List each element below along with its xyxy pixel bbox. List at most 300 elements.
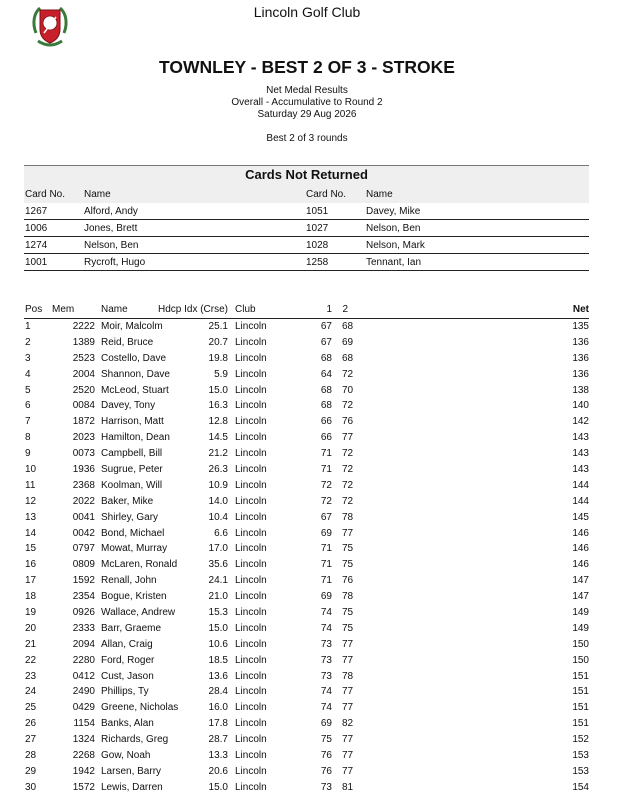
handicap-index: 21.2 bbox=[208, 448, 228, 460]
net-score: 143 bbox=[572, 448, 589, 460]
net-score: 138 bbox=[572, 384, 589, 396]
club-name: Lincoln bbox=[235, 765, 267, 777]
round-2-score: 77 bbox=[342, 734, 354, 746]
member-number: 1592 bbox=[72, 575, 95, 587]
round-2-score: 82 bbox=[342, 718, 354, 730]
club-name: Lincoln bbox=[235, 575, 267, 587]
player-name: Davey, Mike bbox=[366, 206, 421, 217]
table-row bbox=[24, 700, 589, 716]
position: 18 bbox=[25, 591, 37, 603]
cards-not-returned-row bbox=[24, 254, 589, 271]
player-name: Mowat, Murray bbox=[101, 543, 168, 555]
handicap-index: 20.7 bbox=[208, 336, 228, 348]
member-number: 0042 bbox=[72, 527, 95, 539]
table-row bbox=[24, 526, 589, 542]
net-score: 150 bbox=[572, 654, 589, 666]
handicap-index: 14.0 bbox=[208, 495, 228, 507]
handicap-index: 19.8 bbox=[208, 352, 228, 364]
member-number: 0797 bbox=[72, 543, 95, 555]
player-name: Ford, Roger bbox=[101, 654, 155, 666]
card-number: 1006 bbox=[25, 223, 48, 234]
club-name: Lincoln bbox=[235, 559, 267, 571]
round-2-score: 75 bbox=[342, 559, 354, 571]
member-number: 2354 bbox=[72, 591, 95, 603]
player-name: Barr, Graeme bbox=[101, 622, 162, 634]
player-name: Shannon, Dave bbox=[101, 368, 170, 380]
handicap-index: 6.6 bbox=[214, 527, 228, 539]
round-2-score: 72 bbox=[342, 368, 354, 380]
col-round-1: 1 bbox=[326, 304, 332, 315]
round-2-score: 68 bbox=[342, 321, 354, 332]
member-number: 2490 bbox=[72, 686, 95, 698]
position: 7 bbox=[25, 416, 31, 428]
round-2-score: 72 bbox=[342, 400, 354, 412]
club-name: Lincoln bbox=[235, 495, 267, 507]
player-name: Cust, Jason bbox=[101, 670, 154, 682]
net-score: 146 bbox=[572, 527, 589, 539]
member-number: 2268 bbox=[72, 750, 95, 762]
cards-not-returned-section bbox=[24, 165, 589, 271]
round-1-score: 71 bbox=[320, 559, 332, 571]
round-2-score: 75 bbox=[342, 543, 354, 555]
event-date: Saturday 29 Aug 2026 bbox=[257, 109, 357, 120]
table-row bbox=[24, 653, 589, 669]
card-number: 1051 bbox=[306, 206, 329, 217]
table-row bbox=[24, 605, 589, 621]
player-name: Lewis, Darren bbox=[101, 781, 163, 793]
net-score: 143 bbox=[572, 464, 589, 476]
club-name: Lincoln bbox=[235, 321, 267, 332]
member-number: 0809 bbox=[72, 559, 95, 571]
handicap-index: 13.6 bbox=[208, 670, 228, 682]
member-number: 2280 bbox=[72, 654, 95, 666]
round-1-score: 73 bbox=[320, 638, 332, 650]
col-name: Name bbox=[101, 304, 128, 315]
player-name: Alford, Andy bbox=[84, 206, 138, 217]
net-score: 149 bbox=[572, 607, 589, 619]
net-score: 150 bbox=[572, 638, 589, 650]
net-score: 151 bbox=[572, 702, 589, 714]
table-row bbox=[24, 367, 589, 383]
col-name: Name bbox=[84, 189, 111, 200]
position: 6 bbox=[25, 400, 31, 412]
member-number: 1572 bbox=[72, 781, 95, 793]
round-2-score: 70 bbox=[342, 384, 354, 396]
club-name: Lincoln bbox=[235, 336, 267, 348]
player-name: Sugrue, Peter bbox=[101, 464, 163, 476]
table-row bbox=[24, 764, 589, 780]
handicap-index: 17.8 bbox=[208, 718, 228, 730]
round-1-score: 75 bbox=[320, 734, 332, 746]
round-1-score: 68 bbox=[320, 400, 332, 412]
player-name: Moir, Malcolm bbox=[101, 321, 163, 332]
round-1-score: 68 bbox=[320, 384, 332, 396]
col-round-2: 2 bbox=[342, 304, 348, 315]
round-2-score: 76 bbox=[342, 575, 354, 587]
position: 28 bbox=[25, 750, 37, 762]
net-score: 151 bbox=[572, 718, 589, 730]
col-name: Name bbox=[366, 189, 393, 200]
round-1-score: 73 bbox=[320, 670, 332, 682]
club-name: Lincoln bbox=[235, 384, 267, 396]
table-row bbox=[24, 589, 589, 605]
handicap-index: 5.9 bbox=[214, 368, 228, 380]
table-row bbox=[24, 621, 589, 637]
player-name: McLaren, Ronald bbox=[101, 559, 178, 571]
round-1-score: 66 bbox=[320, 432, 332, 444]
round-1-score: 71 bbox=[320, 543, 332, 555]
net-score: 151 bbox=[572, 670, 589, 682]
position: 25 bbox=[25, 702, 37, 714]
net-score: 140 bbox=[572, 400, 589, 412]
round-2-score: 77 bbox=[342, 638, 354, 650]
player-name: Hamilton, Dean bbox=[101, 432, 170, 444]
member-number: 2520 bbox=[72, 384, 95, 396]
round-1-score: 74 bbox=[320, 686, 332, 698]
club-name: Lincoln bbox=[235, 702, 267, 714]
member-number: 0412 bbox=[72, 670, 95, 682]
net-score: 151 bbox=[572, 686, 589, 698]
club-name: Lincoln bbox=[235, 543, 267, 555]
position: 1 bbox=[25, 321, 31, 332]
position: 9 bbox=[25, 448, 31, 460]
club-name: Lincoln bbox=[235, 368, 267, 380]
handicap-index: 16.3 bbox=[208, 400, 228, 412]
member-number: 2523 bbox=[72, 352, 95, 364]
position: 12 bbox=[25, 495, 37, 507]
member-number: 0073 bbox=[72, 448, 95, 460]
table-row bbox=[24, 637, 589, 653]
round-2-score: 77 bbox=[342, 432, 354, 444]
handicap-index: 15.0 bbox=[208, 622, 228, 634]
club-name: Lincoln Golf Club bbox=[253, 4, 361, 20]
net-score: 135 bbox=[572, 321, 589, 332]
player-name: Wallace, Andrew bbox=[101, 607, 176, 619]
round-2-score: 72 bbox=[342, 448, 354, 460]
position: 13 bbox=[25, 511, 37, 523]
position: 15 bbox=[25, 543, 37, 555]
player-name: Phillips, Ty bbox=[101, 686, 149, 698]
club-name: Lincoln bbox=[235, 464, 267, 476]
handicap-index: 10.4 bbox=[208, 511, 228, 523]
club-name: Lincoln bbox=[235, 400, 267, 412]
handicap-index: 15.0 bbox=[208, 781, 228, 793]
cards-not-returned-row bbox=[24, 203, 589, 220]
table-row bbox=[24, 383, 589, 399]
round-1-score: 76 bbox=[320, 750, 332, 762]
handicap-index: 15.0 bbox=[208, 384, 228, 396]
member-number: 0041 bbox=[72, 511, 95, 523]
net-score: 153 bbox=[572, 750, 589, 762]
position: 10 bbox=[25, 464, 37, 476]
player-name: Harrison, Matt bbox=[101, 416, 164, 428]
round-2-score: 72 bbox=[342, 495, 354, 507]
player-name: Reid, Bruce bbox=[101, 336, 154, 348]
round-2-score: 77 bbox=[342, 686, 354, 698]
player-name: Koolman, Will bbox=[101, 479, 163, 491]
position: 30 bbox=[25, 781, 37, 793]
col-pos: Pos bbox=[25, 304, 43, 315]
round-2-score: 68 bbox=[342, 352, 354, 364]
round-1-score: 71 bbox=[320, 448, 332, 460]
handicap-index: 13.3 bbox=[208, 750, 228, 762]
player-name: Bogue, Kristen bbox=[101, 591, 167, 603]
member-number: 0429 bbox=[72, 702, 95, 714]
handicap-index: 10.6 bbox=[208, 638, 228, 650]
table-row bbox=[24, 716, 589, 732]
round-1-score: 69 bbox=[320, 718, 332, 730]
round-2-score: 76 bbox=[342, 416, 354, 428]
format-note: Best 2 of 3 rounds bbox=[266, 133, 348, 144]
col-club: Club bbox=[235, 304, 256, 315]
club-name: Lincoln bbox=[235, 686, 267, 698]
position: 4 bbox=[25, 368, 31, 380]
round-1-score: 69 bbox=[320, 591, 332, 603]
handicap-index: 28.7 bbox=[208, 734, 228, 746]
round-1-score: 66 bbox=[320, 416, 332, 428]
table-row bbox=[24, 684, 589, 700]
round-1-score: 73 bbox=[320, 781, 332, 793]
player-name: Nelson, Mark bbox=[366, 240, 425, 251]
round-2-score: 77 bbox=[342, 527, 354, 539]
table-row bbox=[24, 351, 589, 367]
round-1-score: 71 bbox=[320, 575, 332, 587]
round-2-score: 69 bbox=[342, 336, 354, 348]
table-row bbox=[24, 732, 589, 748]
member-number: 1389 bbox=[72, 336, 95, 348]
net-score: 147 bbox=[572, 575, 589, 587]
table-row bbox=[24, 573, 589, 589]
position: 2 bbox=[25, 336, 31, 348]
handicap-index: 17.0 bbox=[208, 543, 228, 555]
net-score: 144 bbox=[572, 479, 589, 491]
round-2-score: 78 bbox=[342, 670, 354, 682]
club-name: Lincoln bbox=[235, 750, 267, 762]
net-score: 145 bbox=[572, 511, 589, 523]
club-name: Lincoln bbox=[235, 670, 267, 682]
cards-not-returned-header bbox=[24, 186, 589, 203]
table-row bbox=[24, 494, 589, 510]
handicap-index: 15.3 bbox=[208, 607, 228, 619]
handicap-index: 28.4 bbox=[208, 686, 228, 698]
handicap-index: 14.5 bbox=[208, 432, 228, 444]
col-card-no: Card No. bbox=[306, 189, 347, 200]
col-net: Net bbox=[572, 304, 589, 315]
member-number: 1324 bbox=[72, 734, 95, 746]
col-hdcp: Hdcp Idx (Crse) bbox=[157, 304, 228, 315]
round-1-score: 68 bbox=[320, 352, 332, 364]
club-name: Lincoln bbox=[235, 781, 267, 793]
player-name: Nelson, Ben bbox=[84, 240, 139, 251]
round-1-score: 74 bbox=[320, 702, 332, 714]
cards-not-returned-row bbox=[24, 237, 589, 254]
position: 11 bbox=[25, 479, 36, 491]
table-row bbox=[24, 748, 589, 764]
table-row bbox=[24, 319, 589, 335]
table-row bbox=[24, 430, 589, 446]
net-score: 136 bbox=[572, 336, 589, 348]
handicap-index: 24.1 bbox=[208, 575, 228, 587]
net-score: 153 bbox=[572, 765, 589, 777]
member-number: 2368 bbox=[72, 479, 95, 491]
subtitle-overall: Overall - Accumulative to Round 2 bbox=[231, 97, 383, 108]
member-number: 1936 bbox=[72, 464, 95, 476]
cards-not-returned-list bbox=[24, 203, 589, 271]
round-1-score: 67 bbox=[320, 511, 332, 523]
player-name: Richards, Greg bbox=[101, 734, 169, 746]
club-name: Lincoln bbox=[235, 527, 267, 539]
player-name: Rycroft, Hugo bbox=[84, 257, 146, 268]
member-number: 2023 bbox=[72, 432, 95, 444]
player-name: Costello, Dave bbox=[101, 352, 167, 364]
position: 5 bbox=[25, 384, 31, 396]
results-table bbox=[24, 304, 589, 796]
player-name: Campbell, Bill bbox=[101, 448, 163, 460]
net-score: 136 bbox=[572, 368, 589, 380]
club-name: Lincoln bbox=[235, 591, 267, 603]
table-row bbox=[24, 398, 589, 414]
net-score: 152 bbox=[572, 734, 589, 746]
round-1-score: 67 bbox=[320, 336, 332, 348]
subtitle-results: Net Medal Results bbox=[266, 85, 348, 96]
club-name: Lincoln bbox=[235, 511, 267, 523]
club-name: Lincoln bbox=[235, 718, 267, 730]
round-1-score: 69 bbox=[320, 527, 332, 539]
page-title: TOWNLEY - BEST 2 OF 3 - STROKE bbox=[159, 57, 455, 77]
position: 26 bbox=[25, 718, 37, 730]
handicap-index: 35.6 bbox=[208, 559, 228, 571]
player-name: Bond, Michael bbox=[101, 527, 165, 539]
table-row bbox=[24, 510, 589, 526]
member-number: 2222 bbox=[72, 321, 95, 332]
player-name: Allan, Craig bbox=[101, 638, 153, 650]
member-number: 0926 bbox=[72, 607, 95, 619]
net-score: 146 bbox=[572, 543, 589, 555]
position: 3 bbox=[25, 352, 31, 364]
net-score: 136 bbox=[572, 352, 589, 364]
member-number: 2094 bbox=[72, 638, 95, 650]
position: 24 bbox=[25, 686, 37, 698]
player-name: Jones, Brett bbox=[84, 223, 138, 234]
position: 27 bbox=[25, 734, 37, 746]
player-name: McLeod, Stuart bbox=[101, 384, 169, 396]
round-2-score: 75 bbox=[342, 607, 354, 619]
net-score: 146 bbox=[572, 559, 589, 571]
position: 21 bbox=[25, 638, 37, 650]
club-name: Lincoln bbox=[235, 622, 267, 634]
handicap-index: 25.1 bbox=[208, 321, 228, 332]
club-name: Lincoln bbox=[235, 352, 267, 364]
round-2-score: 72 bbox=[342, 479, 354, 491]
handicap-index: 12.8 bbox=[208, 416, 228, 428]
club-name: Lincoln bbox=[235, 416, 267, 428]
round-2-score: 77 bbox=[342, 654, 354, 666]
card-number: 1027 bbox=[306, 223, 329, 234]
position: 8 bbox=[25, 432, 31, 444]
cards-not-returned-row bbox=[24, 220, 589, 237]
handicap-index: 21.0 bbox=[208, 591, 228, 603]
col-card-no: Card No. bbox=[25, 189, 66, 200]
player-name: Shirley, Gary bbox=[101, 511, 159, 523]
player-name: Larsen, Barry bbox=[101, 765, 162, 777]
table-row bbox=[24, 335, 589, 351]
member-number: 0084 bbox=[72, 400, 95, 412]
round-2-score: 72 bbox=[342, 464, 354, 476]
table-row bbox=[24, 541, 589, 557]
net-score: 142 bbox=[572, 416, 589, 428]
round-2-score: 77 bbox=[342, 702, 354, 714]
net-score: 147 bbox=[572, 591, 589, 603]
table-row bbox=[24, 780, 589, 796]
net-score: 144 bbox=[572, 495, 589, 507]
card-number: 1028 bbox=[306, 240, 329, 251]
round-2-score: 77 bbox=[342, 765, 354, 777]
round-2-score: 78 bbox=[342, 511, 354, 523]
round-1-score: 71 bbox=[320, 464, 332, 476]
member-number: 1872 bbox=[72, 416, 95, 428]
position: 16 bbox=[25, 559, 37, 571]
net-score: 149 bbox=[572, 622, 589, 634]
round-2-score: 75 bbox=[342, 622, 354, 634]
card-number: 1001 bbox=[25, 257, 48, 268]
club-name: Lincoln bbox=[235, 654, 267, 666]
player-name: Tennant, Ian bbox=[366, 257, 422, 268]
round-2-score: 81 bbox=[342, 781, 354, 793]
club-name: Lincoln bbox=[235, 448, 267, 460]
handicap-index: 20.6 bbox=[208, 765, 228, 777]
player-name: Banks, Alan bbox=[101, 718, 154, 730]
round-1-score: 67 bbox=[320, 321, 332, 332]
club-name: Lincoln bbox=[235, 479, 267, 491]
player-name: Gow, Noah bbox=[101, 750, 151, 762]
player-name: Baker, Mike bbox=[101, 495, 154, 507]
handicap-index: 18.5 bbox=[208, 654, 228, 666]
net-score: 154 bbox=[572, 781, 589, 793]
club-name: Lincoln bbox=[235, 607, 267, 619]
member-number: 2022 bbox=[72, 495, 95, 507]
card-number: 1258 bbox=[306, 257, 329, 268]
club-name: Lincoln bbox=[235, 432, 267, 444]
round-1-score: 72 bbox=[320, 495, 332, 507]
round-2-score: 77 bbox=[342, 750, 354, 762]
member-number: 1154 bbox=[73, 718, 95, 730]
results-list bbox=[24, 319, 589, 796]
player-name: Renall, John bbox=[101, 575, 157, 587]
member-number: 2333 bbox=[72, 622, 95, 634]
table-row bbox=[24, 446, 589, 462]
player-name: Nelson, Ben bbox=[366, 223, 421, 234]
handicap-index: 26.3 bbox=[208, 464, 228, 476]
card-number: 1267 bbox=[25, 206, 48, 217]
position: 17 bbox=[25, 575, 37, 587]
table-row bbox=[24, 557, 589, 573]
member-number: 1942 bbox=[72, 765, 95, 777]
net-score: 143 bbox=[572, 432, 589, 444]
round-1-score: 64 bbox=[320, 368, 332, 380]
results-header bbox=[24, 304, 589, 319]
table-row bbox=[24, 462, 589, 478]
col-mem: Mem bbox=[52, 304, 75, 315]
position: 22 bbox=[25, 654, 37, 666]
table-row bbox=[24, 414, 589, 430]
position: 14 bbox=[25, 527, 37, 539]
round-1-score: 74 bbox=[320, 622, 332, 634]
player-name: Greene, Nicholas bbox=[101, 702, 179, 714]
position: 23 bbox=[25, 670, 37, 682]
position: 20 bbox=[25, 622, 37, 634]
round-1-score: 73 bbox=[320, 654, 332, 666]
cards-not-returned-title: Cards Not Returned bbox=[24, 165, 589, 186]
